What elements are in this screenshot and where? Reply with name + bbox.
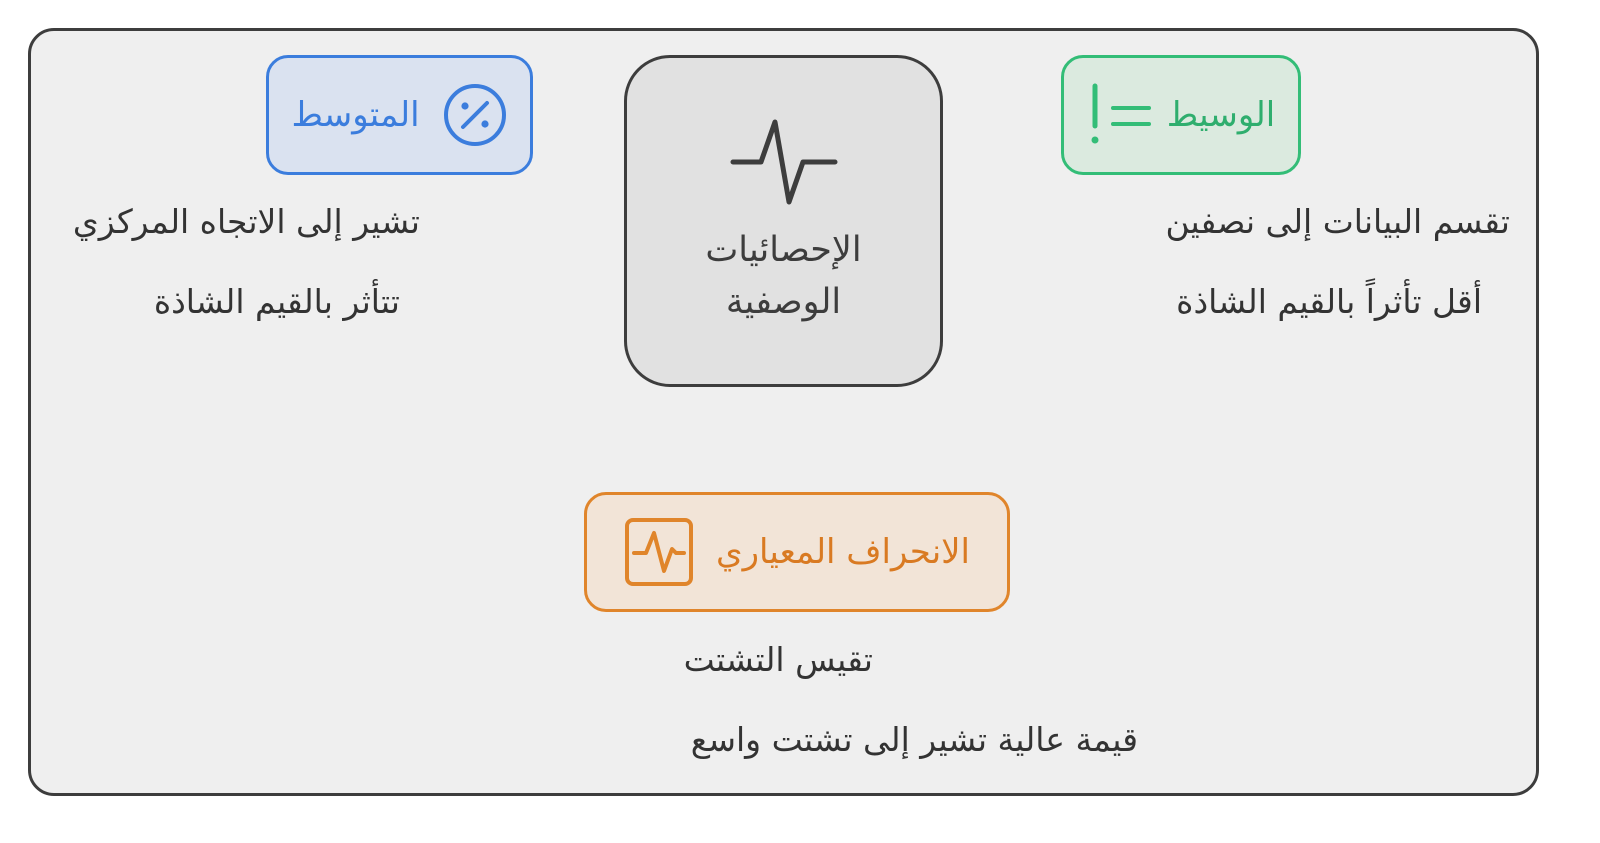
median-description-2: أقل تأثراً بالقيم الشاذة [1176, 282, 1482, 321]
percent-icon [442, 82, 508, 148]
pulse-square-icon [624, 517, 694, 587]
center-title-line1: الإحصائيات [705, 230, 862, 270]
pulse-icon [729, 114, 839, 210]
std-dev-node [584, 492, 1010, 612]
mean-node [266, 55, 533, 175]
median-label: الوسيط [1166, 95, 1276, 135]
center-title-line2: الوصفية [725, 282, 842, 322]
mean-description-2: تتأثر بالقيم الشاذة [153, 282, 400, 321]
std-dev-description-2: قيمة عالية تشير إلى تشتت واسع [690, 720, 1138, 759]
std-dev-description-1: تقيس التشتت [683, 640, 873, 679]
equals-exclamation-icon [1087, 82, 1153, 148]
median-node [1061, 55, 1301, 175]
std-dev-label: الانحراف المعياري [715, 532, 971, 572]
mean-label: المتوسط [291, 95, 420, 135]
median-description-1: تقسم البيانات إلى نصفين [1165, 202, 1510, 241]
mean-description-1: تشير إلى الاتجاه المركزي [72, 202, 420, 241]
descriptive-statistics-node [624, 55, 943, 387]
center-title [705, 224, 861, 328]
